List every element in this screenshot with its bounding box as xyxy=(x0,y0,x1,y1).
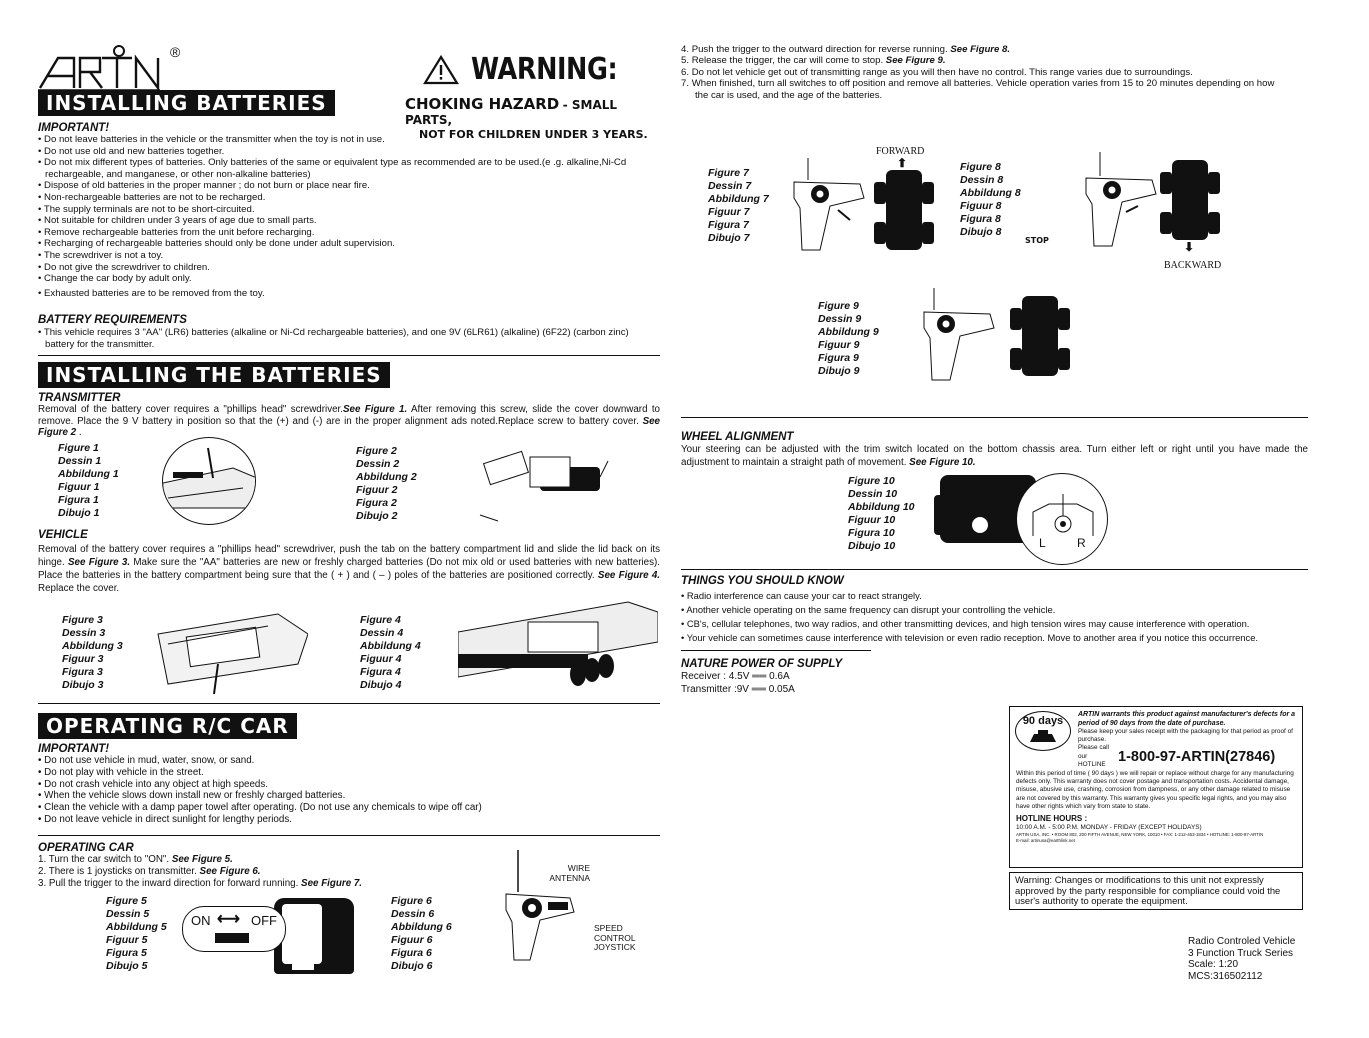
figure-3-illustration xyxy=(148,604,308,700)
car-topview-icon xyxy=(1008,296,1072,376)
figure-label: Dessin 1 xyxy=(58,455,102,467)
product-scale: Scale: 1:20 xyxy=(1188,959,1239,970)
speed-joystick-label: SPEED CONTROL JOYSTICK xyxy=(594,923,636,952)
figure-label: Dibujo 8 xyxy=(960,226,1002,238)
trim-dial-icon xyxy=(1017,474,1109,566)
vehicle-battery-cover-icon xyxy=(148,604,308,696)
transmitter-heading: TRANSMITTER xyxy=(38,392,121,404)
car-topview-icon xyxy=(872,170,936,250)
list-item: • Do not give the screwdriver to children. xyxy=(38,262,658,274)
car-topview-icon xyxy=(1158,160,1222,240)
text-run: Removal of the battery cover requires a "phillips head" screwdriver. xyxy=(38,404,343,415)
banner-installing-batteries: INSTALLING BATTERIES xyxy=(38,90,335,116)
transmitter-release-icon xyxy=(920,288,1000,388)
figure-label: Figure 5 xyxy=(106,895,147,907)
figure-label: Figure 9 xyxy=(818,300,859,312)
figure-label: Figure 8 xyxy=(960,161,1001,173)
switch-slot xyxy=(292,964,314,970)
step-number: 7. xyxy=(681,78,690,90)
switch-on-label: ON xyxy=(191,913,211,928)
text-run: Replace the cover. xyxy=(38,583,120,594)
figure-label: Dessin 8 xyxy=(960,174,1004,186)
step-item xyxy=(681,44,1281,55)
figure-4-illustration xyxy=(458,592,658,696)
figure-label: Dessin 6 xyxy=(391,908,435,920)
hotline-hours: 10:00 A.M. - 5:00 P.M. MONDAY - FRIDAY (EXCEPT HOLIDAYS) xyxy=(1016,824,1202,832)
battery-requirements-text: • This vehicle requires 3 "AA" (LR6) batteries (alkaline or Ni-Cd rechargeable batteries), and one 9V (6LR61) (alkaline) (6F22) (carbon zinc) battery for the transmitter. xyxy=(38,327,629,350)
figure-9-labels xyxy=(818,300,879,378)
figure-label: Dibujo 5 xyxy=(106,960,148,972)
step-text: Turn the car switch to "ON". xyxy=(48,854,172,865)
figure-1-labels xyxy=(58,442,119,520)
figure-2-illustration xyxy=(460,437,610,533)
figure-label: Figure 4 xyxy=(360,614,401,626)
up-arrow-icon: ⬆ xyxy=(897,156,908,170)
figure-label: Figure 6 xyxy=(391,895,432,907)
figure-ref: See Figure 7. xyxy=(301,877,363,889)
fcc-warning-text: Warning: Changes or modifications to this unit not expressly approved by the party responsible for compliance could void the user's authority to operate the equipment. xyxy=(1015,874,1281,907)
wheel-alignment-heading: WHEEL ALIGNMENT xyxy=(681,431,794,443)
call-hotline-label: Please call our HOTLINE xyxy=(1078,744,1109,768)
fcc-warning-box xyxy=(1009,872,1303,910)
step-number: 3. xyxy=(38,877,47,889)
text-run: Your steering can be adjusted with the trim switch located on the bottom chassis area. Turn either left or right until you have made the adjustment to maintain a straight path of movement. xyxy=(681,444,1308,468)
figure-9-car xyxy=(1008,296,1072,380)
transmitter-instructions xyxy=(38,404,660,439)
list-item: • Do not leave batteries in the vehicle or the transmitter when the toy is not in use. xyxy=(38,134,658,146)
divider xyxy=(681,417,1308,418)
transmitter-9v-icon xyxy=(460,437,610,529)
figure-6-labels xyxy=(391,895,452,973)
figure-label: Abbildung 8 xyxy=(960,187,1021,199)
list-item: • Radio interference can cause your car to react strangely. xyxy=(681,589,1311,603)
stop-label: STOP xyxy=(1025,236,1049,245)
divider xyxy=(38,703,660,704)
trim-zoom-circle xyxy=(1016,473,1108,565)
step-text: Pull the trigger to the inward direction for forward running. xyxy=(48,877,302,889)
trim-right-label: R xyxy=(1077,536,1086,550)
divider xyxy=(38,355,660,356)
warranty-line2: Please keep your sales receipt with the packaging for that period as proof of purchase. xyxy=(1078,728,1293,744)
figure-label: Figura 2 xyxy=(356,497,397,509)
warning-title: WARNING: xyxy=(471,52,618,87)
list-item: • Do not use old and new batteries together. xyxy=(38,146,658,158)
figure-label: Figuur 7 xyxy=(708,206,750,218)
figure-ref: See Figure 1. xyxy=(343,404,408,415)
power-switch-diagram xyxy=(182,898,354,976)
double-arrow-icon: ⟷ xyxy=(217,911,240,928)
figure-label: Dessin 3 xyxy=(62,627,106,639)
product-code: MCS:316502112 xyxy=(1188,970,1263,982)
step-text: Release the trigger, the car will come to stop. xyxy=(691,55,886,67)
power-receiver: Receiver : 4.5V ══ 0.6A xyxy=(681,671,790,682)
figure-ref: See Figure 2 xyxy=(38,415,660,439)
transmitter-battery-icon xyxy=(163,438,256,525)
figure-label: Figuur 9 xyxy=(818,339,860,351)
figure-ref: See Figure 10. xyxy=(909,456,976,468)
step-number: 1. xyxy=(38,854,47,865)
operating-steps-continued xyxy=(681,44,1281,101)
list-item: • Do not crash vehicle into any object at high speeds. xyxy=(38,779,658,791)
figure-8-car xyxy=(1158,160,1222,244)
list-item: • The supply terminals are not to be short-circuited. xyxy=(38,204,658,216)
figure-label: Figura 4 xyxy=(360,666,401,678)
telephone-icon xyxy=(1028,730,1058,744)
figure-label: Figura 10 xyxy=(848,527,895,539)
warranty-body: Within this period of time ( 90 days ) we will repair or replace without charge for any manufacturing defects only. This warranty does not cover postage and transportation costs. Accidental damage, misuse, abusive use, crashing, corrosion from dampness, or any other damage related to misuse are not covered by this warranty. This warranty gives you specific legal rights, and you may also have other rights which vary from state to state. xyxy=(1016,770,1294,810)
things-heading: THINGS YOU SHOULD KNOW xyxy=(681,575,844,587)
age-warning: NOT FOR CHILDREN UNDER 3 YEARS. xyxy=(419,128,648,142)
figure-label: Abbildung 1 xyxy=(58,468,119,480)
figure-label: Figure 7 xyxy=(708,167,749,179)
backward-label: BACKWARD xyxy=(1164,260,1222,271)
switch-bubble xyxy=(182,906,286,952)
transmitter-push-icon xyxy=(1082,152,1162,252)
figure-label: Dibujo 10 xyxy=(848,540,896,552)
power-heading: NATURE POWER OF SUPPLY xyxy=(681,658,843,670)
wire-antenna-label: WIRE ANTENNA xyxy=(549,863,590,883)
banner-installing-the-batteries: INSTALLING THE BATTERIES xyxy=(38,362,390,388)
list-item: • Another vehicle operating on the same frequency can disrupt your controlling the vehicle. xyxy=(681,603,1311,617)
trim-left-label: L xyxy=(1039,536,1046,550)
list-item: • Not suitable for children under 3 years of age due to small parts. xyxy=(38,215,658,227)
warranty-days-badge: 90 days xyxy=(1022,715,1064,727)
figure-2-labels xyxy=(356,445,417,523)
figure-label: Dibujo 1 xyxy=(58,507,100,519)
warranty-box xyxy=(1009,706,1303,868)
text-run: After removing this screw, slide the cover downward to remove. Place the 9 V battery in position so that the (+) and (-) are in the proper alignment ads noted.Replace screw to battery cover. xyxy=(38,404,661,427)
figure-label: Figuur 6 xyxy=(391,934,433,946)
wire-antenna-callout xyxy=(530,863,590,883)
figure-7-car xyxy=(872,170,936,254)
figure-9-transmitter xyxy=(920,288,1000,392)
product-type: Radio Controled Vehicle xyxy=(1188,936,1296,947)
figure-4-labels xyxy=(360,614,421,692)
figure-label: Figure 10 xyxy=(848,475,895,487)
figure-label: Figuur 2 xyxy=(356,484,398,496)
company-email: E-mail: artinusa@earthlink.net xyxy=(1016,838,1075,844)
figure-label: Abbildung 2 xyxy=(356,471,417,483)
vehicle-instructions xyxy=(38,543,660,595)
vehicle-aa-batteries-icon xyxy=(458,592,658,692)
step-item xyxy=(681,78,1281,101)
warning-block xyxy=(405,52,665,141)
figure-label: Figure 2 xyxy=(356,445,397,457)
list-item: • Clean the vehicle with a damp paper towel after operating. (Do not use any chemicals to wipe off car) xyxy=(38,802,658,814)
figure-label: Figura 7 xyxy=(708,219,749,231)
divider xyxy=(681,569,1308,570)
warranty-badge xyxy=(1015,711,1071,751)
warning-triangle-icon xyxy=(423,55,459,85)
chassis-wheel xyxy=(934,495,950,535)
list-item: • Dispose of old batteries in the proper manner ; do not burn or place near fire. xyxy=(38,180,658,192)
figure-label: Abbildung 6 xyxy=(391,921,452,933)
figure-label: Figura 1 xyxy=(58,494,99,506)
step-text: There is 1 joysticks on transmitter. xyxy=(48,865,200,877)
operating-steps-list xyxy=(38,854,498,889)
product-series: 3 Function Truck Series xyxy=(1188,947,1294,959)
battery-requirements-body: This vehicle requires 3 "AA" (LR6) batteries (alkaline or Ni-Cd rechargeable batteries), and one 9V (6LR61) (alkaline) (6F22) (carbon zinc) battery for the transmitter. xyxy=(43,327,629,350)
figure-label: Dessin 4 xyxy=(360,627,404,639)
warranty-line1: ARTIN warrants this product against manufacturer's defects for a period of 90 days from the date of purchase. xyxy=(1078,711,1296,727)
figure-label: Abbildung 3 xyxy=(62,640,123,652)
step-number: 5. xyxy=(681,55,690,67)
list-item: • Change the car body by adult only. xyxy=(38,273,658,285)
figure-label: Figura 5 xyxy=(106,947,147,959)
list-item: • Do not use vehicle in mud, water, snow, or sand. xyxy=(38,755,658,767)
figure-ref: See Figure 5. xyxy=(171,854,233,865)
list-item: • Recharging of rechargeable batteries should only be done under adult supervision. xyxy=(38,238,658,250)
figure-label: Dessin 2 xyxy=(356,458,400,470)
figure-label: Dibujo 4 xyxy=(360,679,402,691)
transmitter-pull-icon xyxy=(790,158,870,258)
figure-7-labels xyxy=(708,167,769,245)
figure-label: Figura 3 xyxy=(62,666,103,678)
hotline-hours-title: HOTLINE HOURS : xyxy=(1016,814,1088,824)
down-arrow-icon: ⬇ xyxy=(1184,240,1195,254)
artin-logo xyxy=(36,44,181,96)
figure-1-illustration xyxy=(162,437,256,525)
figure-label: Figure 3 xyxy=(62,614,103,626)
figure-label: Figura 8 xyxy=(960,213,1001,225)
list-item: • When the vehicle slows down install new or freshly charged batteries. xyxy=(38,790,658,802)
trim-knob xyxy=(972,517,988,533)
figure-10-labels xyxy=(848,475,915,553)
switch-off-label: OFF xyxy=(251,913,277,928)
operating-warnings-list xyxy=(38,755,658,826)
forward-label: FORWARD xyxy=(876,146,925,157)
figure-ref: See Figure 6. xyxy=(199,865,261,877)
step-item xyxy=(681,55,1281,66)
figure-label: Figuur 1 xyxy=(58,481,100,493)
figure-label: Abbildung 5 xyxy=(106,921,167,933)
divider xyxy=(38,835,660,836)
figure-8-transmitter xyxy=(1082,152,1162,256)
trim-switch-diagram xyxy=(934,473,1114,573)
figure-label: Dibujo 7 xyxy=(708,232,750,244)
list-item: • The screwdriver is not a toy. xyxy=(38,250,658,262)
list-item: • Do not play with vehicle in the street. xyxy=(38,767,658,779)
important-heading: IMPORTANT! xyxy=(38,122,110,134)
operating-car-heading: OPERATING CAR xyxy=(38,842,134,854)
operating-important-heading: IMPORTANT! xyxy=(38,743,110,755)
figure-label: Dessin 10 xyxy=(848,488,898,500)
figure-label: Dessin 5 xyxy=(106,908,150,920)
figure-label: Figuur 3 xyxy=(62,653,104,665)
figure-label: Abbildung 7 xyxy=(708,193,769,205)
figure-label: Dessin 9 xyxy=(818,313,862,325)
figure-ref: See Figure 8. xyxy=(950,44,1011,55)
product-info xyxy=(1188,936,1295,982)
registered-mark: ® xyxy=(170,44,181,60)
figure-label: Figuur 8 xyxy=(960,200,1002,212)
figure-5-labels xyxy=(106,895,167,973)
step-text: Do not let vehicle get out of transmitting range as you will then have no control. This range varies due to surroundings. xyxy=(691,66,1193,78)
step-number: 4. xyxy=(681,44,690,55)
company-address: ARTIN USA, INC. • ROOM 802, 200 FIFTH AVENUE, NEW YORK, 10010 • FAX: 1-212-463-1834 • HOTLINE: 1-800-97-ARTIN xyxy=(1016,832,1264,838)
figure-label: Figure 1 xyxy=(58,442,99,454)
text-run: Make sure the "AA" batteries are new or freshly charged batteries (Do not mix old or used batteries with new batteries). Place the batteries in the battery compartment being sure that the ( + ) and ( – ) poles of the batteries are positioned correctly. xyxy=(38,557,660,581)
figure-label: Dibujo 6 xyxy=(391,960,433,972)
figure-label: Abbildung 10 xyxy=(848,501,915,513)
hotline-phone: 1-800-97-ARTIN(27846) xyxy=(1118,748,1276,765)
list-item: • Do not leave vehicle in direct sunlight for lengthy periods. xyxy=(38,814,658,826)
step-item xyxy=(38,854,498,866)
choking-hazard: CHOKING HAZARD xyxy=(405,94,560,113)
list-item: • Non-rechargeable batteries are not to be recharged. xyxy=(38,192,658,204)
step-number: 2. xyxy=(38,865,47,877)
figure-label: Dibujo 3 xyxy=(62,679,104,691)
step-item xyxy=(681,67,1281,78)
figure-ref: See Figure 9. xyxy=(885,55,946,67)
banner-operating-rc-car: OPERATING R/C CAR xyxy=(38,713,297,739)
figure-label: Abbildung 4 xyxy=(360,640,421,652)
text-run: Removal of the battery cover requires a "phillips head" screwdriver, push the tab on the battery compartment lid and slide the lid back on its hinge. xyxy=(38,544,660,568)
step-text: When finished, turn all switches to off position and remove all batteries. Vehicle operation varies from 15 to 20 minutes depending on how the car is used, and the age of the batteries. xyxy=(691,78,1275,101)
speed-joystick-callout xyxy=(594,924,642,953)
wheel-alignment-text xyxy=(681,444,1308,469)
list-item: • Exhausted batteries are to be removed from the toy. xyxy=(38,288,658,300)
figure-label: Figuur 4 xyxy=(360,653,402,665)
artin-logo-icon xyxy=(36,44,166,92)
figure-label: Dibujo 2 xyxy=(356,510,398,522)
battery-warnings-list xyxy=(38,134,658,299)
figure-label: Figuur 10 xyxy=(848,514,896,526)
figure-label: Dibujo 9 xyxy=(818,365,860,377)
step-text: Push the trigger to the outward direction for reverse running. xyxy=(691,44,951,55)
car-window xyxy=(282,904,322,964)
figure-label: Abbildung 9 xyxy=(818,326,879,338)
figure-3-labels xyxy=(62,614,123,692)
small-parts: - SMALL PARTS, xyxy=(405,97,618,127)
figure-8-labels xyxy=(960,161,1021,239)
step-item xyxy=(38,866,498,878)
divider xyxy=(681,650,871,651)
figure-ref: See Figure 3. xyxy=(67,557,131,568)
list-item: • Do not mix different types of batteries. Only batteries of the same or equivalent type as recommended are to be used.(e .g. alkaline,Ni-Cd rechargeable, and manganese, or other non-alkaline batteries) xyxy=(38,157,658,180)
step-number: 6. xyxy=(681,66,690,78)
list-item: • Your vehicle can sometimes cause interference with television or even radio reception. Move to another area if you notice this occurrence. xyxy=(681,631,1311,645)
figure-label: Figura 6 xyxy=(391,947,432,959)
things-list xyxy=(681,589,1311,645)
text-run: . xyxy=(76,427,82,439)
power-transmitter: Transmitter :9V ══ 0.05A xyxy=(681,684,795,695)
vehicle-heading: VEHICLE xyxy=(38,529,88,541)
figure-label: Figuur 5 xyxy=(106,934,148,946)
battery-requirements-heading: BATTERY REQUIREMENTS xyxy=(38,314,187,326)
list-item: • Remove rechargeable batteries from the unit before recharging. xyxy=(38,227,658,239)
step-item xyxy=(38,878,498,890)
figure-ref: See Figure 4. xyxy=(597,570,660,581)
figure-7-transmitter xyxy=(790,158,870,262)
figure-label: Dessin 7 xyxy=(708,180,752,192)
switch-slider xyxy=(215,933,249,943)
figure-label: Figura 9 xyxy=(818,352,859,364)
list-item: • CB's, cellular telephones, two way radios, and other transmitting devices, and high tension wires may cause interference with operation. xyxy=(681,617,1311,631)
